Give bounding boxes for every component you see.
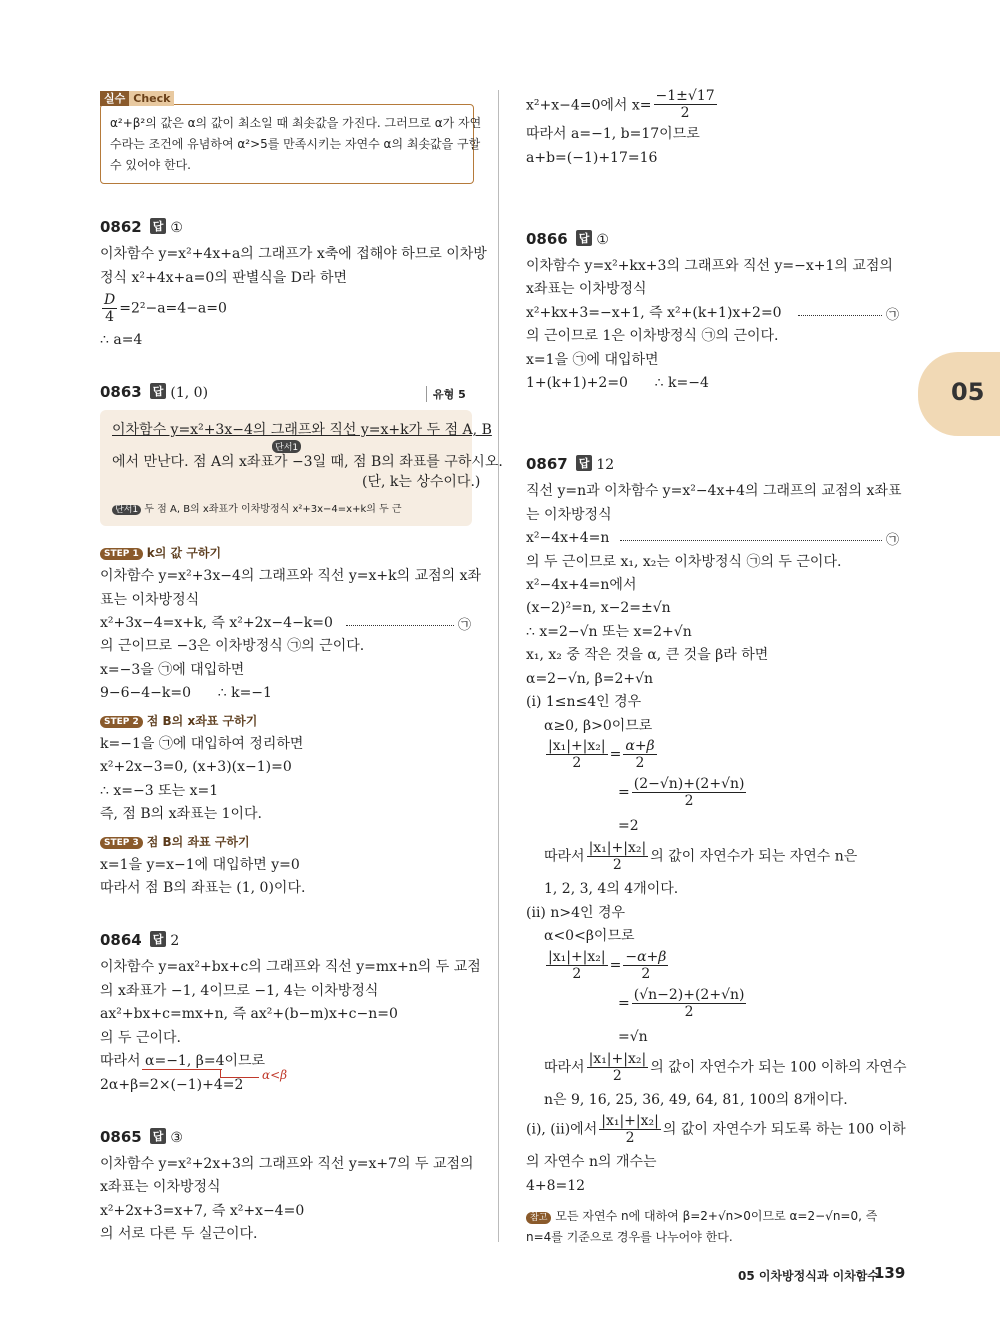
check-line-1: α²+β²의 값은 α의 값이 최소일 때 최솟값을 가진다. 그러므로 α가 자연	[110, 116, 482, 130]
page-number: 139	[874, 1264, 906, 1282]
case-1-condition: α≥0, β>0이므로	[544, 718, 653, 734]
check-badge-sub: Check	[129, 91, 174, 106]
check-badge-main: 실수	[100, 91, 129, 106]
p0863-s6: 9−6−4−k=0 ∴ k=−1	[100, 685, 272, 701]
hint-text: 두 점 A, B의 x좌표가 이차방정식 x²+3x−4=x+k의 두 근	[144, 504, 402, 515]
check-line-3: 수 있어야 한다.	[110, 158, 191, 172]
right-top-line-2: 따라서 a=−1, b=17이므로	[526, 126, 700, 142]
answer-value: 2	[170, 933, 180, 949]
problem-number: 0863	[100, 383, 142, 401]
right-top-line-1: x²+x−4=0에서 x= $\frac{-1\pm√17}{2}$	[526, 88, 715, 121]
case-1-eq3: =2	[618, 818, 639, 834]
answer-value: (1, 0)	[170, 385, 209, 401]
p0865-line-1: 이차함수 y=x²+2x+3의 그래프와 직선 y=x+7의 두 교점의	[100, 1156, 474, 1172]
case-2-conclusion: 따라서 $\frac{\text{|x₁|+|x₂|}}{2}$ 의 값이 자연수가 되는 100 이하의 자연수	[544, 1051, 907, 1084]
p0867-line-9: α=2−√n, β=2+√n	[526, 671, 654, 687]
p0863-s10: 즉, 점 B의 x좌표는 1이다.	[100, 806, 262, 822]
leader-dots	[798, 315, 882, 316]
reference-note: 참고 모든 자연수 n에 대하여 β=2+√n>0이므로 α=2−√n=0, 즉	[526, 1207, 877, 1224]
p0865-line-2: x좌표는 이차방정식	[100, 1179, 221, 1195]
fraction: $\frac{(2-√n)+(2+√n)}{2}$	[633, 776, 745, 809]
final-line-2: 의 자연수 n의 개수는	[526, 1154, 657, 1170]
problem-0862-header	[100, 218, 183, 236]
fraction: $\frac{D}{4}$	[104, 292, 116, 325]
p0862-fraction-line: $\frac{D}{4}$ =2²−a=4−a=0	[104, 292, 227, 325]
p0866-line-4: 의 근이므로 1은 이차방정식 ㉠의 근이다.	[526, 328, 779, 344]
p0867-line-8: x₁, x₂ 중 작은 것을 α, 큰 것을 β라 하면	[526, 647, 769, 663]
p0863-s7: k=−1을 ㉠에 대입하여 정리하면	[100, 736, 304, 752]
column-divider	[498, 90, 499, 1242]
p0867-line-1: 직선 y=n과 이차함수 y=x²−4x+4의 그래프의 교점의 x좌표	[526, 483, 902, 499]
case-1-list: 1, 2, 3, 4의 4개이다.	[544, 881, 679, 897]
case-1-conclusion: 따라서 $\frac{\text{|x₁|+|x₂|}}{2}$ 의 값이 자연수가 되는 자연수 n은	[544, 840, 858, 873]
fraction: $\frac{\text{|x₁|+|x₂|}}{2}$	[601, 1113, 659, 1146]
p0863-s5: x=−3을 ㉠에 대입하면	[100, 662, 245, 678]
p0863-s8: x²+2x−3=0, (x+3)(x−1)=0	[100, 759, 292, 775]
p0867-line-6: (x−2)²=n, x−2=±√n	[526, 600, 671, 616]
final-line-3: 4+8=12	[526, 1178, 586, 1194]
p0866-line-1: 이차함수 y=x²+kx+3의 그래프와 직선 y=−x+1의 교점의	[526, 258, 893, 274]
p0862-line-2: 정식 x²+4x+a=0의 판별식을 D라 하면	[100, 270, 348, 286]
label-mark: ㉠	[886, 533, 900, 548]
fraction: $\frac{(√n-2)+(2+√n)}{2}$	[633, 987, 745, 1020]
p0863-s9: ∴ x=−3 또는 x=1	[100, 783, 219, 799]
answer-value: ①	[170, 220, 183, 236]
step1-heading: STEP 1 k의 값 구하기	[100, 544, 221, 561]
case-2-eq3: =√n	[618, 1029, 648, 1045]
p0864-line-2: 의 x좌표가 −1, 4이므로 −1, 4는 이차방정식	[100, 983, 379, 999]
p0863-s11: x=1을 y=x−1에 대입하면 y=0	[100, 857, 300, 873]
p0867-line-3: x²−4x+4=n	[526, 530, 610, 546]
p0866-line-5: x=1을 ㉠에 대입하면	[526, 352, 659, 368]
p0866-line-3: x²+kx+3=−x+1, 즉 x²+(k+1)x+2=0	[526, 305, 782, 321]
p0863-s1: 이차함수 y=x²+3x−4의 그래프와 직선 y=x+k의 교점의 x좌	[100, 568, 482, 584]
check-line-2: 수라는 조건에 유념하여 α²>5를 만족시키는 자연수 α의 최솟값을 구할	[110, 137, 481, 151]
p0866-line-2: x좌표는 이차방정식	[526, 281, 647, 297]
p0863-s3: x²+3x−4=x+k, 즉 x²+2x−4−k=0	[100, 615, 333, 631]
final-line-1: (ⅰ), (ⅱ)에서 $\frac{\text{|x₁|+|x₂|}}{2}$ 의 값이 자연수가 되도록 하는 100 이하	[526, 1113, 906, 1146]
fraction: $\frac{\text{|x₁|+|x₂|}}{2}$	[548, 738, 606, 771]
p0865-line-3: x²+2x+3=x+7, 즉 x²+x−4=0	[100, 1203, 305, 1219]
case-2-list: n은 9, 16, 25, 36, 49, 64, 81, 100의 8개이다.	[544, 1092, 848, 1108]
case-1-heading: (ⅰ) 1≤n≤4인 경우	[526, 694, 642, 710]
problem-number: 0862	[100, 218, 142, 236]
fraction: $\frac{\text{|x₁|+|x₂|}}{2}$	[588, 840, 647, 873]
p0867-line-4: 의 두 근이므로 x₁, x₂는 이차방정식 ㉠의 두 근이다.	[526, 554, 842, 570]
problem-0867-header	[526, 455, 614, 473]
answer-badge: 답	[150, 931, 167, 947]
answer-badge: 답	[576, 230, 593, 246]
leader-dots	[620, 540, 882, 541]
p0863-s12: 따라서 점 B의 좌표는 (1, 0)이다.	[100, 880, 306, 896]
p0864-line-3: ax²+bx+c=mx+n, 즉 ax²+(b−m)x+c−n=0	[100, 1006, 398, 1022]
chapter-tab-label: 05	[951, 378, 985, 406]
p0864-line-6: 2α+β=2×(−1)+4=2	[100, 1077, 244, 1093]
fraction: $\frac{-\alpha+\beta}{2}$	[625, 949, 667, 982]
label-mark: ㉠	[886, 308, 900, 323]
hint-line	[112, 500, 402, 515]
answer-badge: 답	[150, 1128, 167, 1144]
fraction: $\frac{\text{|x₁|+|x₂|}}{2}$	[588, 1051, 647, 1084]
footer-chapter: 05 이차방정식과 이차함수	[738, 1269, 879, 1283]
p0865-line-4: 의 서로 다른 두 실근이다.	[100, 1226, 258, 1242]
p0864-line-5: 따라서 α=−1, β=4이므로	[100, 1053, 266, 1069]
case-2-heading: (ⅱ) n>4인 경우	[526, 905, 626, 921]
p0866-line-6: 1+(k+1)+2=0 ∴ k=−4	[526, 375, 709, 391]
fraction: $\frac{\text{|x₁|+|x₂|}}{2}$	[548, 949, 606, 982]
answer-badge: 답	[150, 218, 167, 234]
p0863-s4: 의 근이므로 −3은 이차방정식 ㉠의 근이다.	[100, 638, 365, 654]
box-line-1: 이차함수 y=x²+3x−4의 그래프와 직선 y=x+k가 두 점 A, B	[112, 422, 492, 438]
box-line-3: (단, k는 상수이다.)	[362, 474, 481, 490]
problem-0866-header	[526, 230, 609, 248]
type-label: 유형 5	[426, 386, 466, 402]
problem-0863-header	[100, 383, 208, 401]
case-1-eq2: = $\frac{(2-√n)+(2+√n)}{2}$	[618, 776, 745, 809]
p0864-line-4: 의 두 근이다.	[100, 1030, 181, 1046]
p0862-line-4: ∴ a=4	[100, 332, 143, 348]
reference-badge: 참고	[526, 1212, 551, 1224]
problem-number: 0866	[526, 230, 568, 248]
label-mark: ㉠	[458, 618, 472, 633]
step2-heading: STEP 2 점 B의 x좌표 구하기	[100, 712, 257, 729]
note-alpha-less-beta: α<β	[262, 1068, 288, 1082]
problem-0864-header	[100, 931, 179, 949]
case-2-eq1: $\frac{\text{|x₁|+|x₂|}}{2}$ = $\frac{-\alpha+\beta}{2}$	[548, 949, 667, 982]
box-hint-tag: 단서1	[272, 440, 301, 453]
case-2-eq2: = $\frac{(√n-2)+(2+√n)}{2}$	[618, 987, 745, 1020]
p0863-s2: 표는 이차방정식	[100, 592, 200, 608]
leader-dots	[346, 625, 454, 626]
right-top-line-3: a+b=(−1)+17=16	[526, 150, 658, 166]
p0867-line-5: x²−4x+4=n에서	[526, 577, 637, 593]
problem-0865-header	[100, 1128, 183, 1146]
problem-number: 0867	[526, 455, 568, 473]
check-badge	[100, 90, 174, 106]
fraction: $\frac{\alpha+\beta}{2}$	[625, 738, 655, 771]
answer-value: ①	[596, 232, 609, 248]
p0864-line-1: 이차함수 y=ax²+bx+c의 그래프와 직선 y=mx+n의 두 교점	[100, 959, 481, 975]
p0862-line-1: 이차함수 y=x²+4x+a의 그래프가 x축에 접해야 하므로 이차방	[100, 246, 487, 262]
p0867-line-2: 는 이차방정식	[526, 507, 612, 523]
case-1-eq1: $\frac{\text{|x₁|+|x₂|}}{2}$ = $\frac{\alpha+\beta}{2}$	[548, 738, 655, 771]
answer-badge: 답	[576, 455, 593, 471]
hint-badge: 단서1	[112, 505, 141, 515]
box-line-2: 에서 만난다. 점 A의 x좌표가 −3일 때, 점 B의 좌표를 구하시오.	[112, 454, 503, 470]
p0867-line-7: ∴ x=2−√n 또는 x=2+√n	[526, 624, 692, 640]
answer-value: ③	[170, 1130, 183, 1146]
answer-badge: 답	[150, 383, 167, 399]
fraction: $\frac{-1\pm√17}{2}$	[655, 88, 715, 121]
case-2-condition: α<0<β이므로	[544, 928, 635, 944]
problem-number: 0864	[100, 931, 142, 949]
reference-note-line-2: n=4를 기준으로 경우를 나누어야 한다.	[526, 1230, 733, 1244]
problem-number: 0865	[100, 1128, 142, 1146]
step3-heading: STEP 3 점 B의 좌표 구하기	[100, 833, 250, 850]
underline-alpha-beta	[142, 1069, 222, 1070]
answer-value: 12	[596, 457, 615, 473]
